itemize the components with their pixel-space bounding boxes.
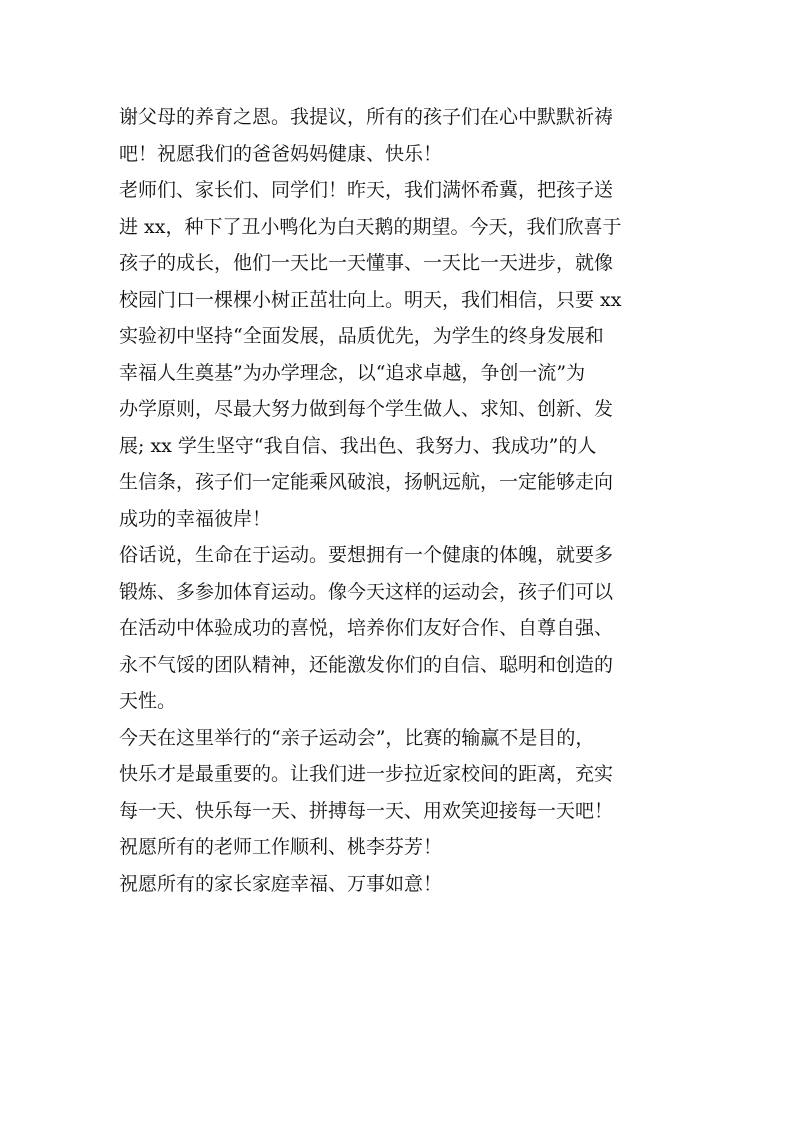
- text-line: 进 xx，种下了丑小鸭化为白天鹅的期望。今天，我们欣喜于: [119, 215, 622, 238]
- text-line: 幸福人生奠基”为办学理念，以“追求卓越，争创一流”为: [119, 361, 586, 384]
- text-line: 快乐才是最重要的。让我们进一步拉近家校间的距离，充实: [119, 763, 614, 785]
- document-body: [119, 99, 699, 902]
- text-line: 在活动中体验成功的喜悦，培养你们友好合作、自尊自强、: [119, 617, 614, 639]
- text-line: 办学原则，尽最大努力做到每个学生做人、求知、创新、发: [119, 398, 614, 420]
- text-line: 天性。: [119, 690, 177, 712]
- text-line: 谢父母的养育之恩。我提议，所有的孩子们在心中默默祈祷: [119, 106, 614, 128]
- text-line: 永不气馁的团队精神，还能激发你们的自信、聪明和创造的: [119, 653, 614, 676]
- text-line: 吧！祝愿我们的爸爸妈妈健康、快乐！: [119, 142, 443, 165]
- text-line: 展; xx 学生坚守“我自信、我出色、我努力、我成功”的人: [119, 434, 597, 457]
- text-line: 成功的幸福彼岸！: [119, 507, 272, 530]
- text-line: 生信条，孩子们一定能乘风破浪，扬帆远航，一定能够走向: [119, 471, 614, 493]
- text-line: 实验初中坚持“全面发展，品质优先，为学生的终身发展和: [119, 325, 604, 347]
- text-line: 孩子的成长，他们一天比一天懂事、一天比一天进步，就像: [119, 252, 614, 274]
- text-line: 祝愿所有的家长家庭幸福、万事如意！: [119, 872, 443, 895]
- text-line: 今天在这里举行的“亲子运动会”，比赛的输赢不是目的，: [119, 726, 595, 749]
- text-line: 老师们、家长们、同学们！昨天，我们满怀希冀，把孩子送: [119, 179, 614, 201]
- text-line: 祝愿所有的老师工作顺利、桃李芬芳！: [119, 836, 443, 858]
- text-line: 每一天、快乐每一天、拼搏每一天、用欢笑迎接每一天吧！: [119, 799, 614, 822]
- text-line: 锻炼、多参加体育运动。像今天这样的运动会，孩子们可以: [119, 580, 614, 603]
- text-line: 校园门口一棵棵小树正茁壮向上。明天，我们相信，只要 xx: [119, 288, 622, 311]
- text-line: 俗话说，生命在于运动。要想拥有一个健康的体魄，就要多: [119, 544, 614, 566]
